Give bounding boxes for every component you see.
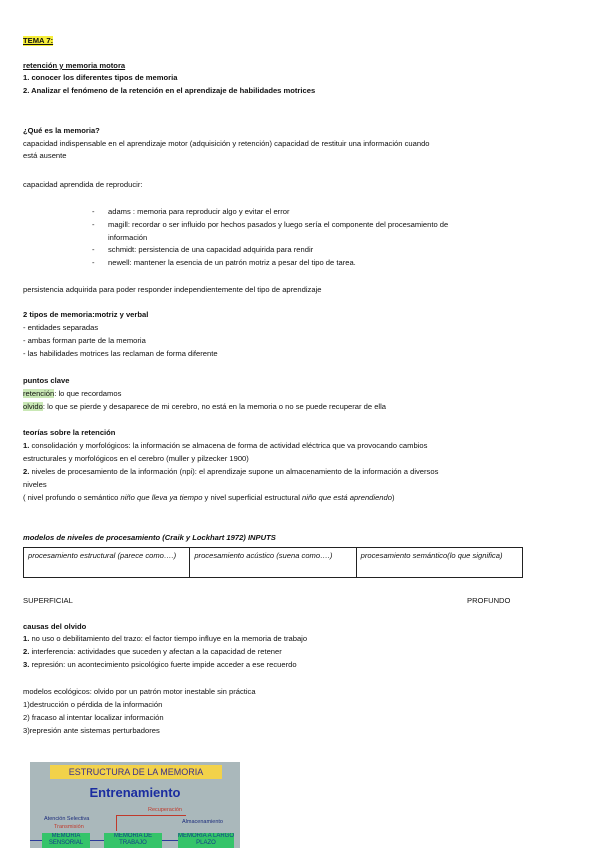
list-item: - entidades separadas	[23, 323, 99, 332]
olvido-term: olvido	[23, 402, 43, 411]
list-item: schmidt: persistencia de una capacidad adquirida para rendir	[108, 245, 314, 254]
table-row	[24, 548, 523, 578]
memoria-definition-2: está ausente	[23, 151, 67, 160]
teoria-2-part: y nivel superficial estructural	[202, 493, 303, 502]
objective-1: 1. conocer los diferentes tipos de memoria	[23, 73, 178, 82]
teoria-2-line-3	[23, 493, 395, 503]
table-cell: procesamiento semántico(lo que significa)	[356, 548, 522, 578]
diagram-title: ESTRUCTURA DE LA MEMORIA	[50, 765, 222, 779]
table-cell: procesamiento estructural (parece como….)	[24, 548, 190, 578]
teoria-2-example-shallow: niño que está aprendiendo	[302, 493, 392, 502]
table-cell: procesamiento acústico (suena como….)	[190, 548, 356, 578]
memory-structure-diagram	[30, 762, 240, 848]
teoria-2-line-2: niveles	[23, 480, 47, 489]
teoria-2-line-1	[23, 467, 438, 477]
list-item: 3)represión ante sistemas perturbadores	[23, 726, 160, 735]
processing-levels-table	[23, 547, 523, 578]
list-item: - ambas forman parte de la memoria	[23, 336, 146, 345]
memoria-definition-1: capacidad indispensable en el aprendizaje motor (adquisición y retención) capacidad de restituir una información cuando	[23, 139, 430, 148]
teoria-1-line-2: estructurales y morfológicos en el cerebro (muller y pilzecker 1900)	[23, 454, 249, 463]
list-item: magill: recordar o ser influido por hechos pasados y luego sería el componente del procesamiento de	[108, 220, 449, 229]
list-dash: -	[92, 258, 95, 267]
teoria-2-part: ( nivel profundo o semántico	[23, 493, 121, 502]
cause-number: 1.	[23, 634, 30, 643]
teoria-2-number: 2.	[23, 467, 30, 476]
modelos-heading: modelos de niveles de procesamiento (Craik y Lockhart 1972) INPUTS	[23, 533, 276, 542]
memoria-heading: ¿Qué es la memoria?	[23, 126, 100, 135]
teoria-1-line-1	[23, 441, 427, 451]
olvido-cause-1	[23, 634, 307, 644]
list-dash: -	[92, 220, 95, 229]
retencion-line	[23, 389, 121, 399]
teorias-heading: teorías sobre la retención	[23, 428, 116, 437]
memoria-largo-plazo-box: MEMORIA A LARGO PLAZO	[178, 833, 234, 848]
atencion-label: Atención Selectiva	[44, 816, 90, 822]
olvido-heading: causas del olvido	[23, 622, 87, 631]
tema-title: TEMA 7:	[23, 36, 54, 45]
list-dash: -	[92, 245, 95, 254]
list-item: newell: mantener la esencia de un patrón motriz a pesar del tipo de tarea.	[108, 258, 356, 267]
arrow-icon	[162, 840, 178, 841]
teoria-1-text: consolidación y morfológicos: la información se almacena de forma de actividad eléctrica que va provocando cambios	[29, 441, 428, 450]
superficial-label: SUPERFICIAL	[23, 596, 73, 605]
list-item: información	[108, 233, 148, 242]
recuperacion-label: Recuperación	[148, 807, 182, 813]
objective-2: 2. Analizar el fenómeno de la retención en el aprendizaje de habilidades motrices	[23, 86, 316, 95]
modelos-ecologicos: modelos ecológicos: olvido por un patrón motor inestable sin práctica	[23, 687, 256, 696]
arrow-icon	[90, 840, 104, 841]
cause-text: no uso o debilitamiento del trazo: el factor tiempo influye en la memoria de trabajo	[29, 634, 308, 643]
almacenamiento-label: Almacenamiento	[182, 819, 223, 825]
list-item: 2) fracaso al intentar localizar información	[23, 713, 164, 722]
profundo-label: PROFUNDO	[467, 596, 511, 605]
teoria-2-part: )	[391, 493, 395, 502]
teoria-1-number: 1.	[23, 441, 30, 450]
capacidad-aprendida: capacidad aprendida de reproducir:	[23, 180, 143, 189]
teoria-2-example-deep: niño que lleva ya tiempo	[120, 493, 203, 502]
puntos-heading: puntos clave	[23, 376, 70, 385]
cause-number: 3.	[23, 660, 30, 669]
olvido-cause-2	[23, 647, 282, 657]
memoria-sensorial-box: MEMORIA SENSORIAL	[42, 833, 90, 848]
list-item: adams : memoria para reproducir algo y evitar el error	[108, 207, 290, 216]
retencion-term: retención	[23, 389, 55, 398]
list-dash: -	[92, 207, 95, 216]
olvido-line	[23, 402, 386, 412]
olvido-cause-3	[23, 660, 297, 670]
teoria-2-text: niveles de procesamiento de la información (npi): el aprendizaje supone un almacenamiento de la información a diversos	[29, 467, 439, 476]
list-item: - las habilidades motrices las reclaman de forma diferente	[23, 349, 218, 358]
subtitle: retención y memoria motora	[23, 61, 126, 70]
olvido-definition: : lo que se pierde y desaparece de mi cerebro, no está en la memoria o no se puede recuperar de ella	[42, 402, 387, 411]
cause-text: represión: un acontecimiento psicológico fuerte impide acceder a ese recuerdo	[29, 660, 297, 669]
transmision-label: Transmisión	[54, 824, 84, 830]
diagram-main-label: Entrenamiento	[89, 785, 181, 800]
retencion-definition: : lo que recordamos	[54, 389, 122, 398]
recuperacion-arrow	[116, 815, 117, 831]
tipos-heading: 2 tipos de memoria:motriz y verbal	[23, 310, 149, 319]
list-item: 1)destrucción o pérdida de la información	[23, 700, 163, 709]
cause-number: 2.	[23, 647, 30, 656]
cause-text: interferencia: actividades que suceden y afectan a la capacidad de retener	[29, 647, 282, 656]
persistencia-text: persistencia adquirida para poder responder independientemente del tipo de aprendizaje	[23, 285, 322, 294]
memoria-trabajo-box: MEMORIA DE TRABAJO	[104, 833, 162, 848]
arrow-icon	[30, 840, 42, 841]
recuperacion-arrow	[116, 815, 186, 816]
